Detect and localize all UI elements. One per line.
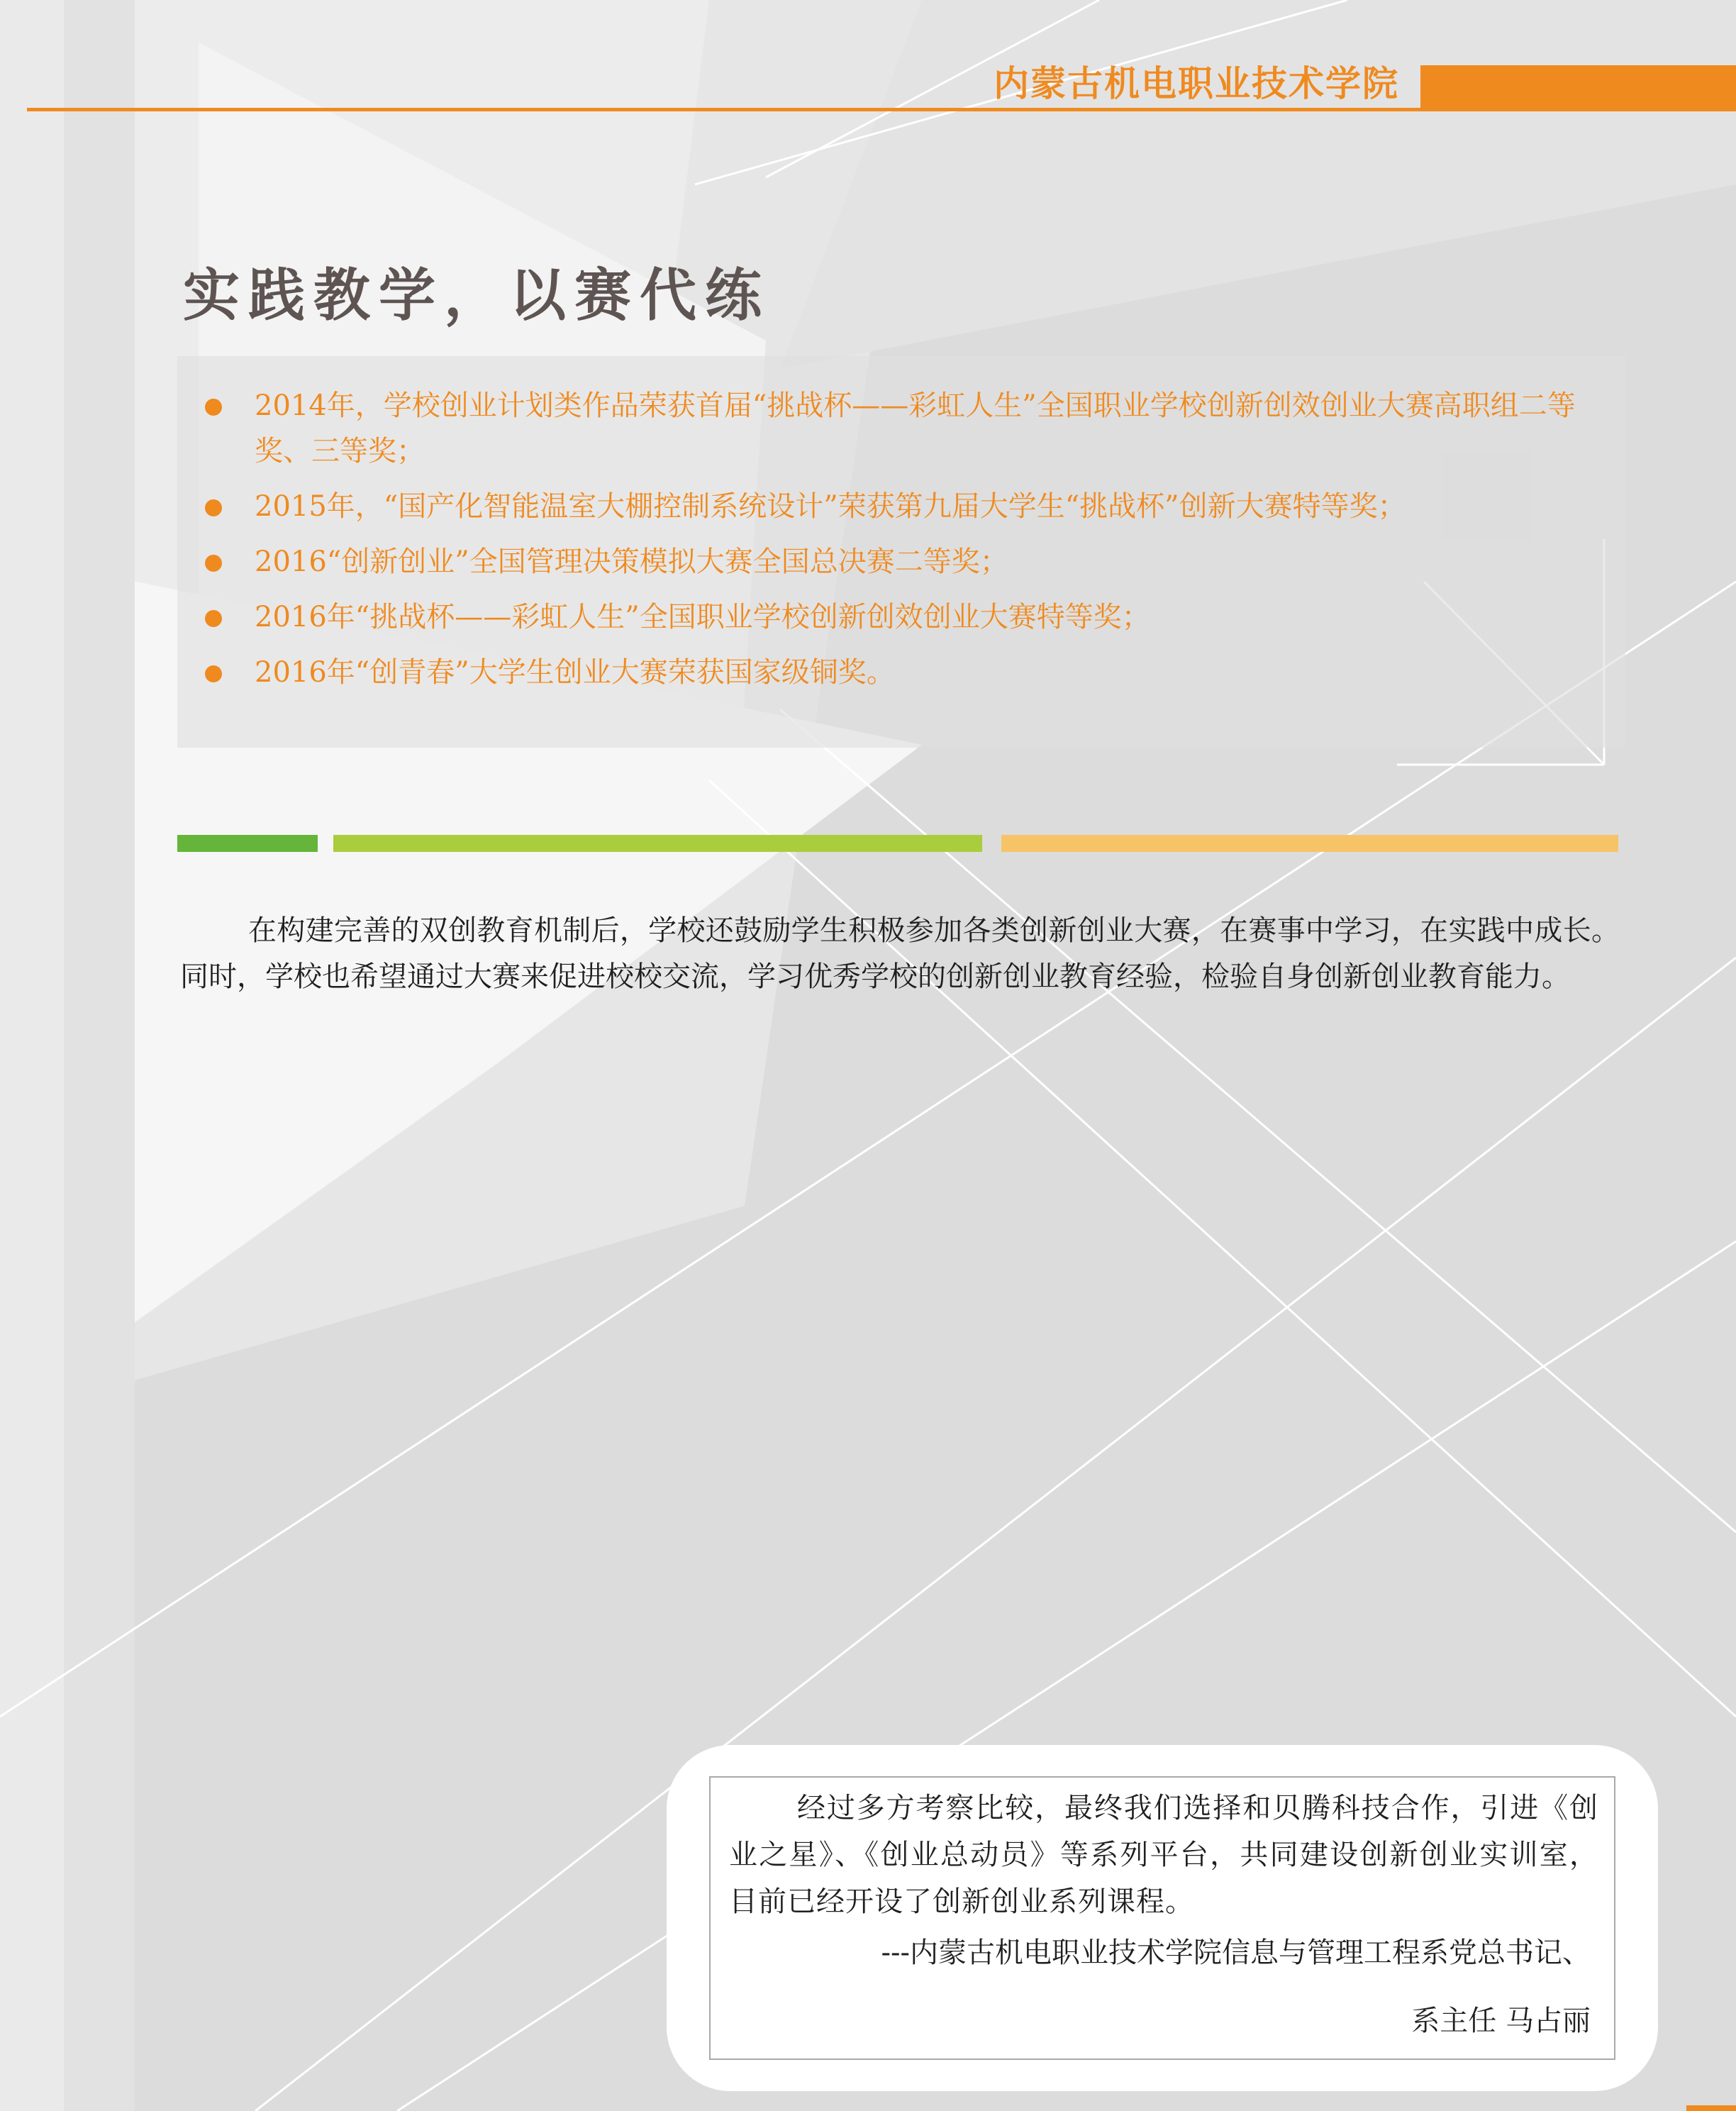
- footer-accent: [1686, 2105, 1736, 2111]
- awards-list: [177, 383, 1625, 705]
- header-accent-tab: [1420, 65, 1736, 109]
- list-item: [177, 650, 1625, 695]
- divider-bar-yellow: [1001, 835, 1618, 852]
- bullet-icon: [205, 555, 222, 572]
- list-item: [177, 594, 1625, 640]
- award-text: 2016年“创青春”大学生创业大赛荣获国家级铜奖。: [255, 656, 895, 689]
- list-item: [177, 539, 1625, 584]
- award-text: 2014年，学校创业计划类作品荣获首届“挑战杯——彩虹人生”全国职业学校创新创效创业大赛高职组二等奖、三等奖；: [255, 389, 1576, 467]
- body-paragraph: 在构建完善的双创教育机制后，学校还鼓励学生积极参加各类创新创业大赛，在赛事中学习，在实践中成长。同时，学校也希望通过大赛来促进校校交流，学习优秀学校的创新创业教育经验，检验自身创新创业教育能力。: [180, 914, 1620, 993]
- divider-bar-lime: [333, 835, 982, 852]
- quote-attribution: ---内蒙古机电职业技术学院信息与管理工程系党总书记、: [881, 1937, 1591, 1969]
- bullet-icon: [205, 610, 222, 627]
- award-text: 2015年，“国产化智能温室大棚控制系统设计”荣获第九届大学生“挑战杯”创新大赛特等奖；: [255, 490, 1406, 523]
- list-item: [177, 484, 1625, 529]
- bullet-icon: [205, 499, 222, 516]
- divider-bar-green: [177, 835, 318, 852]
- quote-attribution-name: 系主任 马占丽: [1411, 2005, 1591, 2037]
- quote-text: 经过多方考察比较，最终我们选择和贝腾科技合作，引进《创业之星》、《创业总动员》等系列平台，共同建设创新创业实训室，目前已经开设了创新创业系列课程。: [729, 1792, 1598, 1918]
- bullet-icon: [205, 665, 222, 682]
- school-name: 内蒙古机电职业技术学院: [994, 62, 1399, 104]
- award-text: 2016年“挑战杯——彩虹人生”全国职业学校创新创效创业大赛特等奖；: [255, 601, 1150, 633]
- award-text: 2016“创新创业”全国管理决策模拟大赛全国总决赛二等奖；: [255, 545, 1008, 578]
- bullet-icon: [205, 399, 222, 416]
- list-item: [177, 383, 1625, 474]
- section-title: 实践教学，以赛代练: [183, 262, 770, 328]
